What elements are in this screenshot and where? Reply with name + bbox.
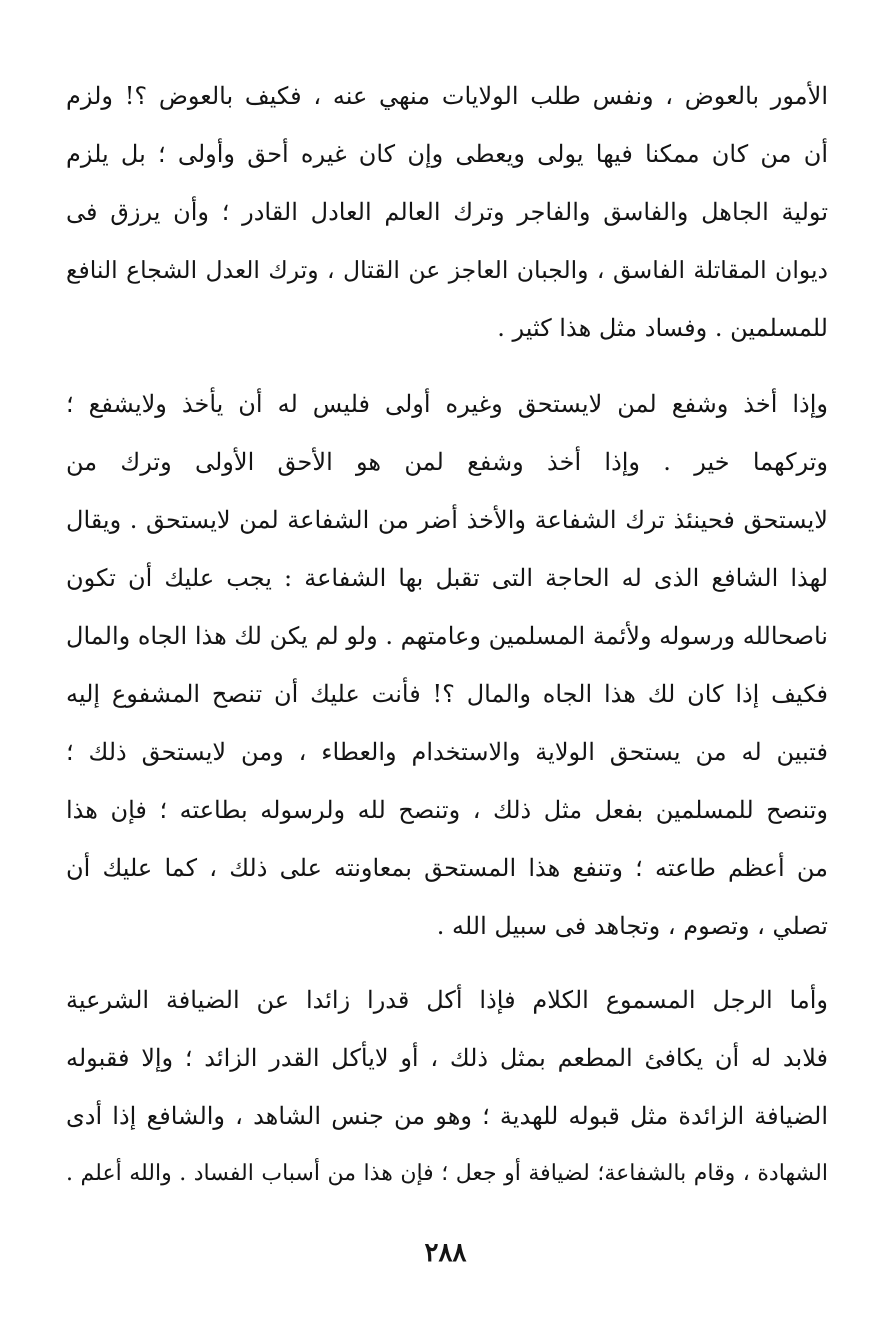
paragraph-2 — [66, 375, 828, 955]
text-line: وإذا أخذ وشفع لمن لايستحق وغيره أولى فليس له أن يأخذ ولايشفع ؛ — [66, 390, 828, 418]
text-line: فكيف إذا كان لك هذا الجاه والمال ؟! فأنت عليك أن تنصح المشفوع إليه — [66, 680, 828, 708]
text-line: الضيافة الزائدة مثل قبوله للهدية ؛ وهو من جنس الشاهد ، والشافع إذا أدى — [66, 1102, 828, 1130]
text-line: وأما الرجل المسموع الكلام فإذا أكل قدرا زائدا عن الضيافة الشرعية — [66, 986, 828, 1014]
text-line: فتبين له من يستحق الولاية والاستخدام والعطاء ، ومن لايستحق ذلك ؛ — [66, 738, 828, 766]
text-line: لهذا الشافع الذى له الحاجة التى تقبل بها الشفاعة : يجب عليك أن تكون — [66, 564, 829, 592]
text-line: وتنصح للمسلمين بفعل مثل ذلك ، وتنصح لله ولرسوله بطاعته ؛ فإن هذا — [66, 796, 828, 824]
text-line: لايستحق فحينئذ ترك الشفاعة والأخذ أضر من الشفاعة لمن لايستحق . ويقال — [66, 506, 828, 534]
text-line: أن من كان ممكنا فيها يولى ويعطى وإن كان غيره أحق وأولى ؛ بل يلزم — [66, 140, 828, 168]
text-line: ناصحالله ورسوله ولأئمة المسلمين وعامتهم . ولو لم يكن لك هذا الجاه والمال — [66, 622, 828, 650]
paragraph-3 — [66, 971, 828, 1203]
text-line: الشهادة ، وقام بالشفاعة؛ لضيافة أو جعل ؛ فإن هذا من أسباب الفساد . والله أعلم . — [66, 1161, 828, 1186]
text-line: الأمور بالعوض ، ونفس طلب الولايات منهي عنه ، فكيف بالعوض ؟! ولزم — [66, 82, 828, 110]
text-line: تصلي ، وتصوم ، وتجاهد فى سبيل الله . — [436, 912, 828, 940]
text-line: فلابد له أن يكافئ المطعم بمثل ذلك ، أو لايأكل القدر الزائد ؛ وإلا فقبوله — [66, 1044, 828, 1072]
text-line: وتركهما خير . وإذا أخذ وشفع لمن هو الأحق الأولى وترك من — [66, 448, 828, 476]
page-number: ٢٨٨ — [424, 1238, 467, 1268]
text-line: من أعظم طاعته ؛ وتنفع هذا المستحق بمعاونته على ذلك ، كما عليك أن — [66, 854, 828, 882]
text-line: تولية الجاهل والفاسق والفاجر وترك العالم العادل القادر ؛ وأن يرزق فى — [66, 198, 828, 226]
paragraph-1 — [66, 67, 828, 357]
text-line: للمسلمين . وفساد مثل هذا كثير . — [497, 314, 828, 342]
text-line: ديوان المقاتلة الفاسق ، والجبان العاجز عن القتال ، وترك العدل الشجاع النافع — [66, 256, 828, 284]
